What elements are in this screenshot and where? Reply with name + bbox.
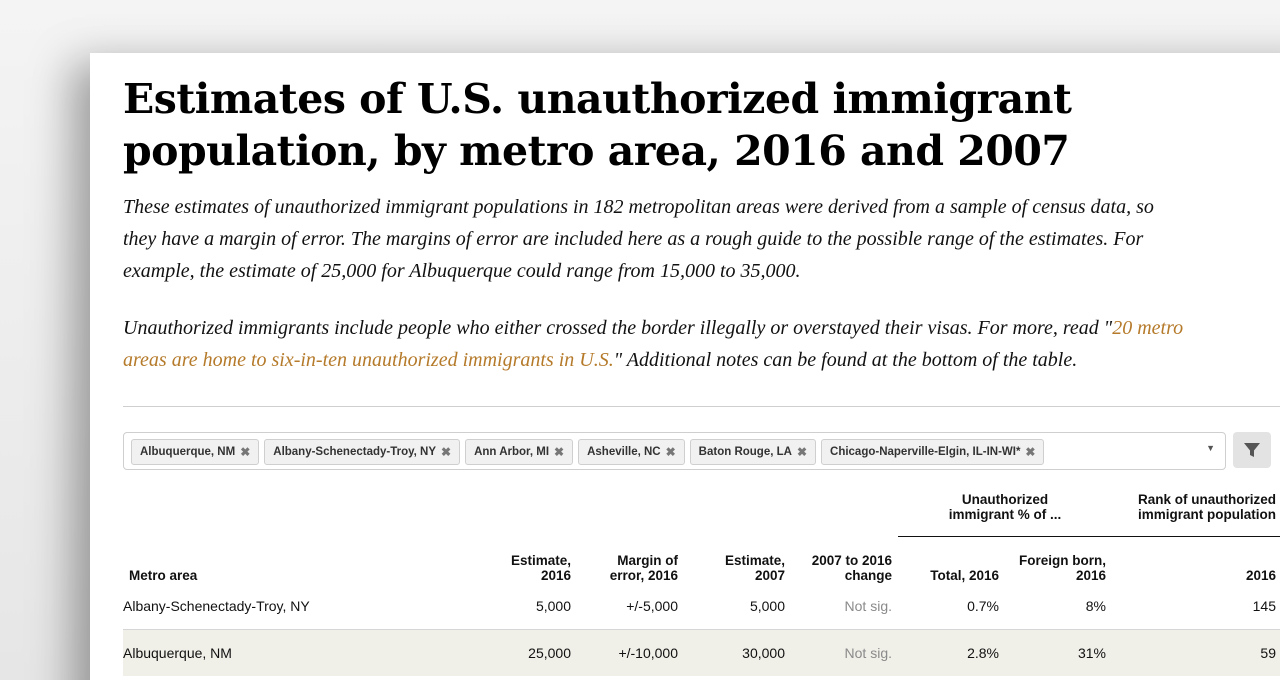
cell-foreign-born-2016: 8% [1005, 583, 1112, 630]
report-link-part-2[interactable]: areas are home to six-in-ten unauthorized immigrants in U.S. [123, 349, 614, 371]
notes-line-2 [123, 344, 1280, 376]
page-title [123, 73, 1123, 177]
remove-chip-icon[interactable]: ✖ [796, 445, 808, 459]
filter-chip[interactable] [131, 439, 259, 465]
chip-label: Chicago-Naperville-Elgin, IL-IN-WI* [830, 446, 1021, 458]
remove-chip-icon[interactable]: ✖ [240, 445, 251, 459]
intro-paragraph [123, 191, 1280, 287]
table-row [123, 630, 1280, 677]
filter-chip[interactable] [264, 439, 460, 465]
selected-chips [131, 439, 1044, 465]
col-total-2016[interactable]: Total, 2016 [930, 568, 999, 583]
cell-estimate-2016: 25,000 [393, 630, 577, 677]
cell-change: Not sig. [791, 630, 898, 677]
col-margin-2016[interactable]: Margin of error, 2016 [609, 553, 678, 583]
notes-line-1 [123, 312, 1280, 344]
chip-label: Albuquerque, NM [140, 446, 236, 458]
cell-margin-2016: +/-10,000 [577, 630, 684, 677]
chip-label: Asheville, NC [587, 446, 661, 458]
intro-line-3: example, the estimate of 25,000 for Albuquerque could range from 15,000 to 35,000. [123, 260, 801, 282]
intro-line-1: These estimates of unauthorized immigrant populations in 182 metropolitan areas were derived from a sample of census data, so [123, 196, 1154, 218]
report-link-part-1[interactable]: 20 metro [1112, 317, 1184, 339]
filter-funnel-icon [1243, 441, 1261, 459]
metro-filter-select[interactable] [123, 432, 1226, 470]
notes-text-pre: Unauthorized immigrants include people who either crossed the border illegally or overstayed their visas. For more, read " [123, 317, 1113, 339]
remove-chip-icon[interactable]: ✖ [554, 445, 565, 459]
col-rank-2016[interactable]: 2016 [1245, 568, 1276, 583]
group-header-pct: Unauthorized immigrant % of ... [898, 478, 1112, 537]
cell-metro: Albany-Schenectady-Troy, NY [123, 583, 393, 630]
group-header-row [123, 478, 1280, 537]
remove-chip-icon[interactable]: ✖ [441, 445, 452, 459]
remove-chip-icon[interactable]: ✖ [665, 445, 676, 459]
chip-label: Ann Arbor, MI [474, 446, 550, 458]
cell-estimate-2016: 5,000 [393, 583, 577, 630]
cell-total-2016: 0.7% [898, 583, 1005, 630]
filter-chip[interactable] [465, 439, 573, 465]
notes-paragraph [123, 312, 1280, 376]
col-metro-area[interactable]: Metro area [129, 568, 198, 583]
col-estimate-2016[interactable]: Estimate, 2016 [510, 553, 571, 583]
filter-chip[interactable] [821, 439, 1044, 465]
cell-rank-2016: 59 [1112, 630, 1280, 677]
cell-rank-2016: 145 [1112, 583, 1280, 630]
notes-text-post: " Additional notes can be found at the bottom of the table. [613, 349, 1078, 371]
cell-margin-2016: +/-5,000 [577, 583, 684, 630]
col-foreign-born-2016[interactable]: Foreign born, 2016 [1019, 553, 1106, 583]
remove-chip-icon[interactable]: ✖ [1025, 445, 1036, 459]
cell-foreign-born-2016: 31% [1005, 630, 1112, 677]
cell-metro: Albuquerque, NM [123, 630, 393, 677]
metro-table [123, 478, 1280, 676]
filter-button[interactable] [1233, 432, 1271, 468]
page-title-line-2: population, by metro area, 2016 and 2007 [123, 127, 1070, 175]
chip-label: Baton Rouge, LA [698, 446, 792, 458]
section-divider [123, 406, 1280, 407]
filter-chip[interactable] [578, 439, 685, 465]
col-change[interactable]: 2007 to 2016 change [811, 553, 892, 583]
intro-line-2: they have a margin of error. The margins of error are included here as a rough guide to the possible range of the estimates. For [123, 228, 1144, 250]
page-title-line-1: Estimates of U.S. unauthorized immigrant [123, 75, 1072, 123]
page-sheet [90, 53, 1280, 680]
chip-label: Albany-Schenectady-Troy, NY [273, 446, 437, 458]
col-estimate-2007[interactable]: Estimate, 2007 [724, 553, 785, 583]
chevron-down-icon[interactable]: ▼ [1206, 443, 1215, 453]
group-header-rank: Rank of unauthorized immigrant population [1112, 478, 1280, 537]
filter-chip[interactable] [690, 439, 816, 465]
cell-estimate-2007: 30,000 [684, 630, 791, 677]
cell-change: Not sig. [791, 583, 898, 630]
cell-total-2016: 2.8% [898, 630, 1005, 677]
column-header-row [123, 537, 1280, 584]
table-row [123, 583, 1280, 630]
cell-estimate-2007: 5,000 [684, 583, 791, 630]
